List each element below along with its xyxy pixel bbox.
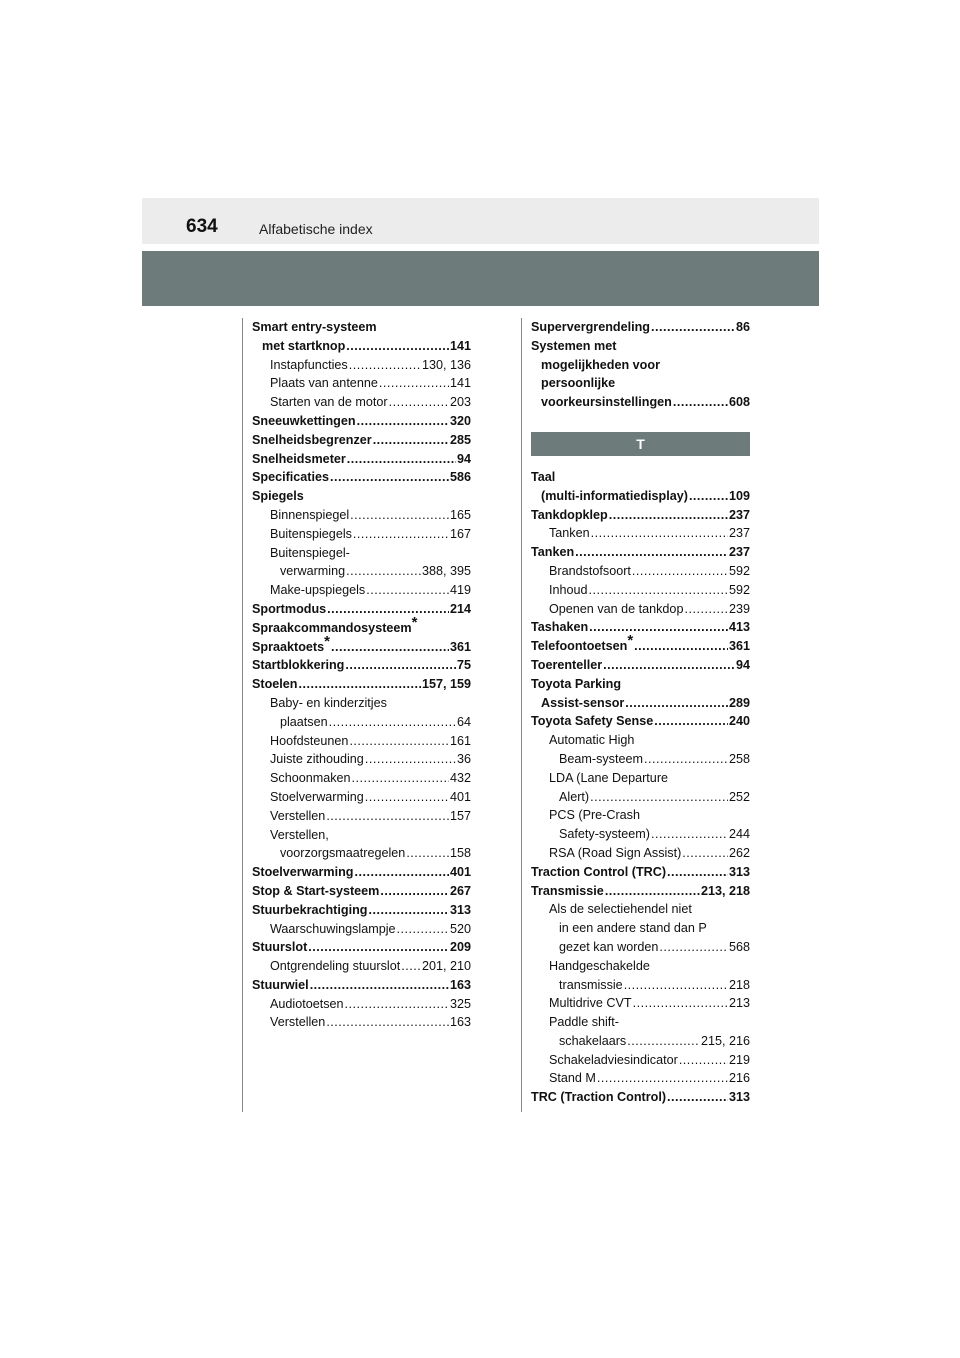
entry-page: 244	[728, 827, 750, 842]
leader-dots	[673, 393, 728, 412]
entry-term: schakelaars	[559, 1033, 627, 1048]
leader-dots	[352, 769, 449, 788]
leader-dots	[684, 600, 728, 619]
entry-page: 158	[449, 846, 471, 861]
entry-page: 75	[456, 658, 471, 673]
leader-dots	[347, 450, 456, 469]
entry-term: Stoelen	[252, 677, 298, 692]
index-subentry	[252, 732, 471, 751]
entry-page: 36	[456, 752, 471, 767]
entry-term: Stop & Start-systeem	[252, 883, 380, 898]
entry-term: Buitenspiegels	[270, 526, 352, 541]
index-entry	[252, 882, 471, 901]
entry-page: 361	[728, 639, 750, 654]
entry-page: 165	[449, 507, 471, 522]
entry-page: 401	[449, 865, 471, 880]
index-subentry	[531, 600, 750, 619]
entry-page: 130, 136	[421, 357, 471, 372]
entry-page: 239	[728, 601, 750, 616]
index-entry	[252, 938, 471, 957]
index-subentry	[252, 525, 471, 544]
entry-term: Sportmodus	[252, 601, 327, 616]
index-entry	[531, 656, 750, 675]
entry-page: 213, 218	[700, 883, 750, 898]
header-band	[142, 198, 819, 244]
leader-dots	[326, 807, 449, 826]
index-entry	[252, 675, 471, 694]
leader-dots	[401, 957, 421, 976]
index-subentry	[252, 374, 471, 393]
index-subentry	[252, 393, 471, 412]
entry-page: 167	[449, 526, 471, 541]
entry-term-text: Telefoontoetsen	[531, 639, 628, 654]
index-entry-line: Systemen met	[531, 338, 617, 353]
leader-dots	[365, 750, 456, 769]
entry-term: Supervergrendeling	[531, 320, 650, 334]
leader-dots	[357, 412, 449, 431]
index-subentry	[252, 807, 471, 826]
entry-term: Verstellen	[270, 808, 326, 823]
index-entry-line: mogelijkheden voor	[541, 357, 660, 372]
entry-term: Spraakcommandosysteem	[252, 620, 412, 635]
entry-page: 163	[449, 977, 471, 992]
leader-dots	[308, 938, 449, 957]
entry-term: Traction Control (TRC)	[531, 864, 667, 879]
index-subentry-line: Buitenspiegel-	[270, 545, 350, 560]
entry-page: 361	[449, 639, 471, 654]
leader-dots	[310, 976, 449, 995]
entry-page: 203	[449, 395, 471, 410]
leader-dots	[682, 844, 728, 863]
leader-dots	[589, 618, 728, 637]
entry-term: gezet kan worden	[559, 939, 659, 954]
index-entry	[252, 632, 471, 657]
leader-dots	[632, 562, 728, 581]
index-entry	[531, 882, 750, 901]
entry-term: RSA (Road Sign Assist)	[549, 845, 682, 860]
entry-page: 157	[449, 808, 471, 823]
entry-page: 163	[449, 1015, 471, 1030]
leader-dots	[406, 844, 449, 863]
entry-term: Waarschuwingslampje	[270, 921, 396, 936]
index-subentry	[252, 750, 471, 769]
left-column-rule	[242, 318, 243, 1112]
index-subentry	[531, 976, 750, 995]
entry-term: Multidrive CVT	[549, 996, 632, 1011]
entry-term	[531, 632, 634, 656]
leader-dots	[329, 713, 456, 732]
index-subentry-line: PCS (Pre-Crash	[549, 808, 640, 823]
index-subentry	[531, 581, 750, 600]
entry-page: 325	[449, 996, 471, 1011]
entry-term: Verstellen	[270, 1015, 326, 1030]
index-entry-line: Taal	[531, 469, 556, 484]
leader-dots	[373, 431, 449, 450]
entry-page: 216	[728, 1071, 750, 1086]
entry-term: Make-upspiegels	[270, 583, 366, 598]
entry-page: 586	[449, 470, 471, 485]
entry-page: 401	[449, 789, 471, 804]
index-subentry	[252, 1013, 471, 1032]
index-subentry	[252, 506, 471, 525]
leader-dots	[345, 995, 449, 1014]
entry-page: 432	[449, 771, 471, 786]
entry-page: 237	[728, 545, 750, 560]
entry-page: 285	[449, 432, 471, 447]
entry-page: 258	[728, 751, 750, 766]
leader-dots	[330, 468, 449, 487]
index-subentry-line: Als de selectiehendel niet	[549, 902, 692, 917]
entry-term	[252, 632, 330, 657]
entry-term: Toyota Safety Sense	[531, 714, 654, 729]
entry-page: 237	[728, 507, 750, 522]
footnote-star: *	[324, 632, 330, 650]
entry-term: Schoonmaken	[270, 771, 351, 786]
index-entry	[531, 712, 750, 731]
entry-term: voorkeursinstellingen	[541, 395, 672, 410]
entry-term: Binnenspiegel	[270, 507, 350, 522]
entry-term: Schakeladviesindicator	[549, 1052, 678, 1067]
leader-dots	[659, 938, 728, 957]
entry-term: Hoofdsteunen	[270, 733, 349, 748]
leader-dots	[346, 562, 421, 581]
index-entry-line: Spiegels	[252, 489, 304, 504]
index-subentry	[531, 524, 750, 543]
index-entry	[252, 656, 471, 675]
index-entry	[252, 337, 471, 356]
leader-dots	[590, 788, 728, 807]
entry-term: Beam-systeem	[559, 751, 643, 766]
index-subentry	[252, 581, 471, 600]
entry-page: 313	[728, 1090, 750, 1105]
leader-dots	[366, 581, 449, 600]
index-subentry	[531, 1032, 750, 1051]
leader-dots	[651, 318, 735, 337]
entry-term: Stoelverwarming	[270, 789, 364, 804]
entry-page: 592	[728, 563, 750, 578]
leader-dots	[633, 994, 728, 1013]
leader-dots	[625, 694, 728, 713]
header-bar	[142, 251, 819, 306]
entry-term: Stand M	[549, 1071, 596, 1086]
entry-term: Openen van de tankdop	[549, 601, 684, 616]
entry-term: TRC (Traction Control)	[531, 1090, 667, 1105]
entry-page: 289	[728, 695, 750, 710]
leader-dots	[354, 863, 449, 882]
entry-term: Stoelverwarming	[252, 865, 354, 880]
entry-term: Brandstofsoort	[549, 563, 631, 578]
entry-term: Toerenteller	[531, 657, 603, 672]
index-entry	[531, 1088, 750, 1107]
page-number: 634	[186, 216, 218, 237]
leader-dots	[667, 863, 728, 882]
entry-page: 608	[728, 395, 750, 410]
index-subentry	[531, 844, 750, 863]
entry-term: Inhoud	[549, 582, 588, 597]
entry-term: Stuurslot	[252, 940, 308, 955]
footnote-star: *	[411, 613, 418, 631]
entry-page: 313	[728, 864, 750, 879]
leader-dots	[609, 506, 728, 525]
entry-term: met startknop	[262, 338, 346, 353]
index-subentry	[531, 938, 750, 957]
entry-term: Safety-systeem)	[559, 827, 650, 842]
index-subentry	[252, 844, 471, 863]
leader-dots	[349, 356, 421, 375]
index-subentry-line: Automatic High	[549, 733, 635, 748]
index-subentry	[531, 788, 750, 807]
entry-page: 592	[728, 582, 750, 597]
entry-term: Audiotoetsen	[270, 996, 344, 1011]
leader-dots	[346, 337, 449, 356]
index-entry	[252, 412, 471, 431]
index-entry-line: Smart entry-systeem	[252, 320, 377, 334]
entry-page: 215, 216	[700, 1033, 750, 1048]
leader-dots	[299, 675, 421, 694]
entry-page: 161	[449, 733, 471, 748]
leader-dots	[349, 732, 449, 751]
entry-page: 419	[449, 583, 471, 598]
index-subentry	[531, 750, 750, 769]
entry-term: plaatsen	[280, 714, 328, 729]
entry-page: 157, 159	[421, 677, 471, 692]
entry-term: transmissie	[559, 977, 623, 992]
leader-dots	[368, 901, 449, 920]
entry-page: 94	[456, 451, 471, 466]
index-entry	[252, 450, 471, 469]
index-subentry-line: in een andere stand dan P	[559, 921, 707, 936]
index-entry	[252, 468, 471, 487]
index-column-left	[252, 318, 471, 1032]
entry-term: Assist-sensor	[541, 695, 625, 710]
leader-dots	[654, 712, 728, 731]
entry-page: 201, 210	[421, 959, 471, 974]
index-subentry	[531, 562, 750, 581]
entry-term: voorzorgsmaatregelen	[280, 846, 406, 861]
entry-page: 520	[449, 921, 471, 936]
entry-page: 240	[728, 714, 750, 729]
leader-dots	[365, 788, 449, 807]
entry-page: 219	[728, 1052, 750, 1067]
leader-dots	[350, 506, 449, 525]
index-entry	[531, 487, 750, 506]
right-column-rule	[521, 318, 522, 1112]
entry-term: Tashaken	[531, 620, 589, 635]
index-entry	[531, 632, 750, 656]
entry-term: Instapfuncties	[270, 357, 348, 372]
entry-page: 214	[449, 601, 471, 616]
entry-term: Transmissie	[531, 883, 604, 898]
entry-term: Alert)	[559, 789, 590, 804]
index-subentry-line: Paddle shift-	[549, 1015, 620, 1030]
section-letter-bar: T	[531, 432, 750, 456]
entry-term: Specificaties	[252, 470, 330, 485]
index-entry-line: Toyota Parking	[531, 676, 622, 691]
leader-dots	[603, 656, 735, 675]
leader-dots	[624, 976, 728, 995]
index-subentry	[252, 769, 471, 788]
index-entry	[531, 863, 750, 882]
entry-page: 86	[735, 320, 750, 334]
entry-term: Stuurwiel	[252, 977, 309, 992]
entry-page: 109	[728, 488, 750, 503]
entry-page: 94	[735, 657, 750, 672]
entry-term: Startblokkering	[252, 658, 345, 673]
leader-dots	[389, 393, 449, 412]
entry-page: 218	[728, 977, 750, 992]
leader-dots	[605, 882, 700, 901]
entry-term: Juiste zithouding	[270, 752, 364, 767]
index-subentry	[531, 1051, 750, 1070]
entry-page: 568	[728, 939, 750, 954]
leader-dots	[627, 1032, 700, 1051]
leader-dots	[644, 750, 728, 769]
footnote-star: *	[627, 632, 634, 650]
leader-dots	[597, 1069, 728, 1088]
entry-term: Tankdopklep	[531, 507, 608, 522]
entry-term: Snelheidsbegrenzer	[252, 432, 372, 447]
entry-term: Plaats van antenne	[270, 376, 378, 391]
index-entry	[252, 431, 471, 450]
index-subentry	[531, 994, 750, 1013]
index-subentry	[252, 562, 471, 581]
leader-dots	[380, 882, 449, 901]
index-entry-line: persoonlijke	[541, 376, 616, 391]
entry-page: 209	[449, 940, 471, 955]
leader-dots	[667, 1088, 728, 1107]
index-subentry-line: LDA (Lane Departure	[549, 770, 669, 785]
index-entry	[531, 506, 750, 525]
index-subentry	[531, 825, 750, 844]
entry-page: 252	[728, 789, 750, 804]
index-subentry	[252, 713, 471, 732]
entry-page: 64	[456, 714, 471, 729]
leader-dots	[679, 1051, 728, 1070]
leader-dots	[689, 487, 728, 506]
index-entry	[252, 976, 471, 995]
index-entry-line	[252, 613, 471, 638]
index-subentry-line: Handgeschakelde	[549, 958, 650, 973]
index-subentry	[252, 356, 471, 375]
leader-dots	[575, 543, 728, 562]
index-entry	[252, 901, 471, 920]
entry-page: 320	[449, 413, 471, 428]
index-subentry	[252, 957, 471, 976]
entry-term: Sneeuwkettingen	[252, 413, 356, 428]
index-entry	[531, 318, 750, 337]
leader-dots	[331, 638, 449, 657]
leader-dots	[379, 374, 449, 393]
index-subentry	[252, 995, 471, 1014]
index-entry	[531, 543, 750, 562]
entry-page: 141	[449, 376, 471, 391]
index-entry	[252, 600, 471, 619]
entry-page: 388, 395	[421, 564, 471, 579]
entry-term: Snelheidsmeter	[252, 451, 346, 466]
leader-dots	[651, 825, 728, 844]
index-subentry-line: Verstellen,	[270, 827, 329, 842]
index-entry	[531, 393, 750, 412]
leader-dots	[345, 656, 456, 675]
entry-term: Stuurbekrachtiging	[252, 902, 368, 917]
section-title: Alfabetische index	[259, 221, 373, 237]
leader-dots	[353, 525, 449, 544]
leader-dots	[397, 920, 449, 939]
entry-term: Tanken	[549, 526, 590, 541]
index-entry	[252, 863, 471, 882]
leader-dots	[589, 581, 728, 600]
index-subentry-line: Baby- en kinderzitjes	[270, 695, 387, 710]
leader-dots	[634, 637, 728, 656]
entry-term: verwarming	[280, 564, 346, 579]
entry-page: 213	[728, 996, 750, 1011]
entry-term: Tanken	[531, 545, 575, 560]
leader-dots	[327, 600, 449, 619]
entry-page: 413	[728, 620, 750, 635]
entry-page: 262	[728, 845, 750, 860]
entry-page: 313	[449, 902, 471, 917]
index-entry	[531, 618, 750, 637]
index-entry	[531, 694, 750, 713]
index-subentry	[531, 1069, 750, 1088]
entry-term: Starten van de motor	[270, 395, 388, 410]
entry-page: 267	[449, 883, 471, 898]
index-subentry	[252, 788, 471, 807]
index-subentry	[252, 920, 471, 939]
entry-term-text: Spraaktoets	[252, 639, 325, 654]
entry-term: (multi-informatiedisplay)	[541, 488, 688, 503]
leader-dots	[591, 524, 728, 543]
index-column-right	[531, 318, 750, 1107]
entry-page: 237	[728, 526, 750, 541]
entry-page: 141	[449, 338, 471, 353]
entry-term: Ontgrendeling stuurslot	[270, 959, 401, 974]
leader-dots	[326, 1013, 449, 1032]
